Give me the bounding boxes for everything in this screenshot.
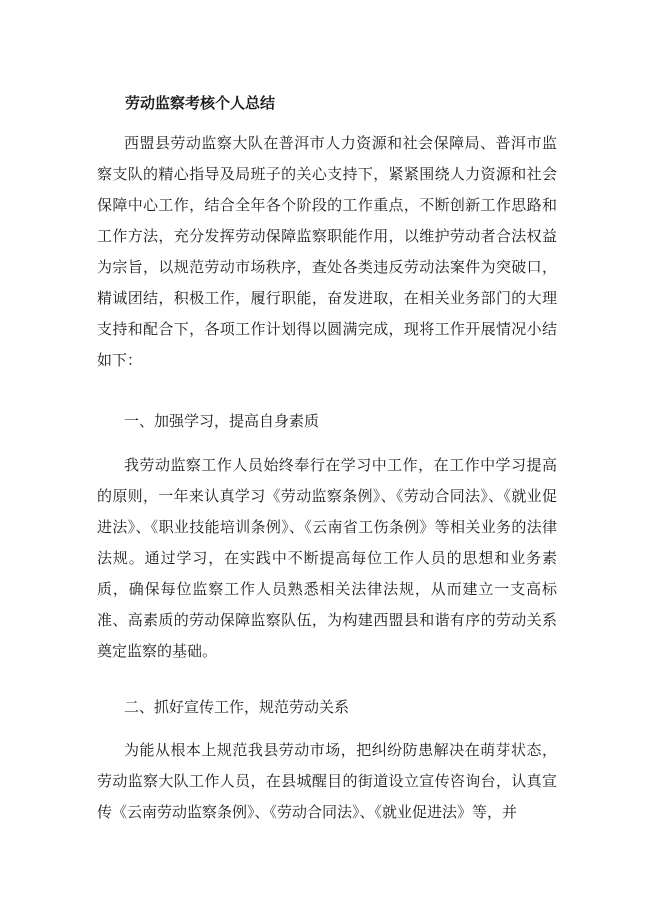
- section-1-heading: 一、加强学习，提高自身素质: [124, 412, 320, 430]
- document-title: 劳动监察考核个人总结: [125, 94, 276, 112]
- section-1-paragraph: 我劳动监察工作人员始终奉行在学习中工作，在工作中学习提高的原则，一年来认真学习《劳动监察条例》、《劳动合同法》、《就业促进法》、《职业技能培训条例》、《云南省工伤条例》等相关业务的法律法规。通过学习，在实践中不断提高每位工作人员的思想和业务素质，确保每位监察工作人员熟悉相关法律法规，从而建立一支高标准、高素质的劳动保障监察队伍，为构建西盟县和谐有序的劳动关系奠定监察的基础。: [97, 456, 557, 660]
- section-2-paragraph: 为能从根本上规范我县劳动市场，把纠纷防患解决在萌芽状态，劳动监察大队工作人员，在县城醒目的街道设立宣传咨询台，认真宣传《云南劳动监察条例》、《劳动合同法》、《就业促进法》等，并: [97, 741, 557, 821]
- intro-paragraph: 西盟县劳动监察大队在普洱市人力资源和社会保障局、普洱市监察支队的精心指导及局班子的关心支持下，紧紧围绕人力资源和社会保障中心工作，结合全年各个阶段的工作重点，不断创新工作思路和工作方法，充分发挥劳动保障监察职能作用，以维护劳动者合法权益为宗旨，以规范劳动市场秩序，查处各类违反劳动法案件为突破口，精诚团结，积极工作，履行职能，奋发进取，在相关业务部门的大理支持和配合下，各项工作计划得以圆满完成，现将工作开展情况小结如下：: [97, 134, 557, 369]
- section-2-heading: 二、抓好宣传工作，规范劳动关系: [124, 698, 350, 716]
